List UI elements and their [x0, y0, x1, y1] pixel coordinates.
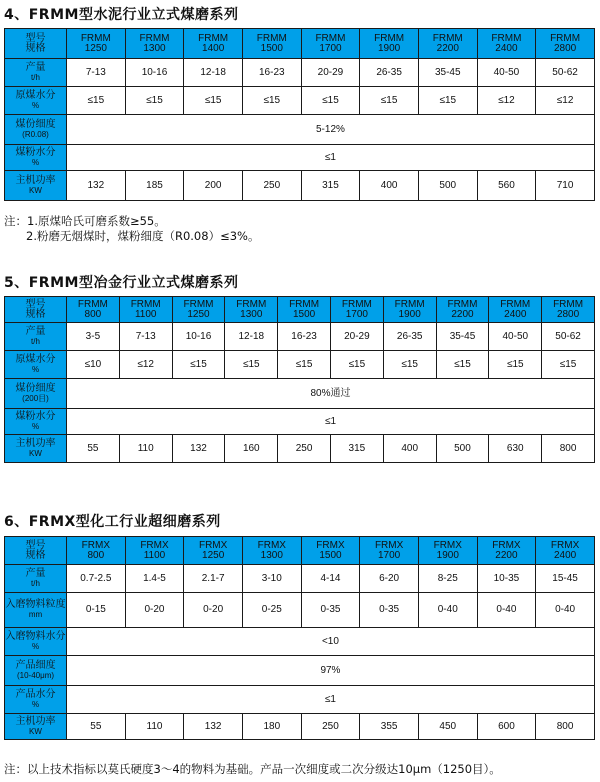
value-cell: ≤15	[225, 351, 278, 379]
model-header-cell	[301, 29, 360, 59]
row-label: 产量	[25, 325, 46, 337]
value-cell: 180	[242, 714, 301, 740]
value-cell: 35-45	[418, 59, 477, 87]
model-series: FRMM	[236, 298, 267, 310]
header-label: 型号	[25, 32, 46, 44]
value-cell: ≤15	[242, 87, 301, 115]
header-label-2: 规格	[25, 549, 46, 561]
model-series: FRMX	[374, 539, 404, 551]
row-unit: t/h	[31, 336, 40, 346]
value-cell: 7-13	[67, 59, 126, 87]
model-header-cell	[67, 537, 126, 565]
row-label: 产品水分	[15, 688, 56, 700]
table-row	[5, 714, 595, 740]
value-cell: 6-20	[360, 565, 419, 593]
model-header-cell	[536, 537, 595, 565]
row-label-cell	[5, 714, 67, 740]
model-header-cell	[330, 297, 383, 323]
row-label: 煤份细度	[15, 382, 56, 394]
model-header-cell	[67, 29, 126, 59]
row-label: 原煤水分	[15, 353, 56, 365]
model-series: FRMX	[550, 539, 580, 551]
value-cell: 55	[67, 435, 120, 463]
model-header-cell	[360, 537, 419, 565]
value-cell: 12-18	[184, 59, 243, 87]
row-label-cell	[5, 656, 67, 686]
merged-value-cell: ≤1	[67, 409, 595, 435]
model-spec: 1500	[292, 308, 316, 320]
model-series: FRMX	[81, 539, 110, 551]
model-header-cell	[125, 537, 184, 565]
value-cell: ≤15	[383, 351, 436, 379]
row-unit: (200目)	[22, 393, 49, 403]
model-header-cell	[360, 29, 419, 59]
note-1: 注：1.原煤哈氏可磨系数≥55。	[4, 214, 166, 228]
model-header-cell	[67, 297, 120, 323]
header-label: 型号	[25, 298, 46, 310]
merged-value-cell: 80%通过	[67, 379, 595, 409]
model-spec: 1300	[143, 42, 166, 54]
row-label: 煤粉水分	[15, 146, 56, 158]
metallurgy-mill-spec-table	[4, 296, 595, 463]
value-cell: ≤10	[67, 351, 120, 379]
model-series: FRMM	[553, 298, 584, 310]
model-spec: 2200	[436, 42, 459, 54]
chemical-mill-spec-table	[4, 536, 595, 740]
section6-note: 注：以上技术指标以莫氏硬度3～4的物料为基础。产品一次细度或二次分级达10μm（1250目）。	[4, 762, 501, 776]
model-series: FRMX	[140, 539, 169, 551]
model-series: FRMM	[315, 32, 346, 44]
section6-title: 6、FRMX型化工行业超细磨系列	[4, 514, 221, 530]
merged-value-cell: 5-12%	[67, 115, 595, 145]
row-label: 原煤水分	[15, 89, 56, 101]
row-label: 入磨物料粒度	[5, 599, 66, 610]
value-cell: ≤12	[477, 87, 536, 115]
row-unit: KW	[29, 726, 42, 736]
row-label: 主机功率	[15, 174, 56, 186]
model-spec: 1100	[134, 308, 157, 320]
value-cell: ≤15	[489, 351, 542, 379]
model-series: FRMM	[256, 32, 287, 44]
merged-value-cell: ≤1	[67, 686, 595, 714]
row-label-cell	[5, 686, 67, 714]
row-label-cell	[5, 379, 67, 409]
row-label-cell	[5, 145, 67, 171]
value-cell: 8-25	[418, 565, 477, 593]
value-cell: 355	[360, 714, 419, 740]
value-cell: ≤15	[278, 351, 331, 379]
model-header-cell	[125, 29, 184, 59]
model-series: FRMM	[341, 298, 372, 310]
value-cell: 400	[360, 171, 419, 201]
model-spec: 1900	[436, 549, 459, 561]
model-header-cell	[301, 537, 360, 565]
model-series: FRMM	[130, 298, 161, 310]
value-cell: 132	[184, 714, 243, 740]
value-cell: ≤15	[67, 87, 126, 115]
model-series: FRMM	[394, 298, 425, 310]
value-cell: 600	[477, 714, 536, 740]
model-series: FRMX	[198, 539, 228, 551]
row-label-cell	[5, 171, 67, 201]
row-unit: KW	[29, 448, 42, 458]
row-unit: %	[31, 421, 40, 431]
value-cell: 315	[301, 171, 360, 201]
model-spec: 1500	[260, 42, 283, 54]
table-row	[5, 171, 595, 201]
value-cell: 500	[418, 171, 477, 201]
value-cell: 0-40	[418, 593, 477, 628]
section4-notes	[4, 214, 259, 244]
header-label-cell	[5, 29, 67, 59]
model-spec: 2200	[495, 549, 518, 561]
model-series: FRMM	[447, 298, 478, 310]
value-cell: 630	[489, 435, 542, 463]
row-label-cell	[5, 59, 67, 87]
header-label-cell	[5, 297, 67, 323]
model-header-cell	[489, 297, 542, 323]
header-label-2: 规格	[25, 308, 46, 320]
value-cell: 15-45	[536, 565, 595, 593]
model-header-cell	[536, 29, 595, 59]
model-spec: 2400	[553, 549, 577, 561]
value-cell: 1.4-5	[125, 565, 184, 593]
model-header-cell	[477, 537, 536, 565]
value-cell: 0-25	[242, 593, 301, 628]
table-row	[5, 435, 595, 463]
header-label-cell	[5, 537, 67, 565]
model-header-cell	[418, 29, 477, 59]
model-header-cell	[477, 29, 536, 59]
merged-value-cell: 97%	[67, 656, 595, 686]
value-cell: ≤15	[125, 87, 184, 115]
row-label-cell	[5, 628, 67, 656]
value-cell: 185	[125, 171, 184, 201]
model-header-cell	[418, 537, 477, 565]
value-cell: 26-35	[383, 323, 436, 351]
value-cell: 7-13	[119, 323, 172, 351]
model-spec: 1250	[202, 549, 225, 561]
model-spec: 1700	[377, 549, 401, 561]
model-spec: 1900	[398, 308, 421, 320]
model-spec: 1100	[143, 549, 166, 561]
value-cell: ≤12	[536, 87, 595, 115]
value-cell: 10-16	[125, 59, 184, 87]
row-unit: (10-40μm)	[16, 670, 55, 680]
value-cell: 50-62	[536, 59, 595, 87]
model-spec: 1250	[84, 42, 107, 54]
model-series: FRMX	[257, 539, 286, 551]
row-unit: %	[31, 699, 40, 709]
value-cell: 0-40	[536, 593, 595, 628]
value-cell: ≤15	[184, 87, 243, 115]
row-label-cell	[5, 565, 67, 593]
value-cell: 2.1-7	[184, 565, 243, 593]
value-cell: 20-29	[301, 59, 360, 87]
model-spec: 1250	[187, 308, 210, 320]
value-cell: 10-16	[172, 323, 225, 351]
table-row	[5, 686, 595, 714]
value-cell: 800	[536, 714, 595, 740]
row-unit: mm	[28, 610, 43, 619]
model-spec: 1700	[345, 308, 368, 320]
table-row	[5, 323, 595, 351]
value-cell: 35-45	[436, 323, 489, 351]
value-cell: 12-18	[225, 323, 278, 351]
value-cell: 40-50	[477, 59, 536, 87]
model-header-cell	[184, 537, 243, 565]
model-spec: 1300	[240, 308, 263, 320]
model-header-cell	[225, 297, 278, 323]
model-series: FRMM	[500, 298, 531, 310]
model-spec: 1700	[319, 42, 342, 54]
model-spec: 2800	[553, 42, 577, 54]
value-cell: 110	[119, 435, 172, 463]
header-label: 型号	[25, 539, 46, 551]
table-row	[5, 115, 595, 145]
model-header-cell	[436, 297, 489, 323]
row-label: 煤粉水分	[15, 410, 56, 422]
model-series: FRMM	[198, 32, 229, 44]
value-cell: 26-35	[360, 59, 419, 87]
model-header-cell	[242, 537, 301, 565]
row-label-cell	[5, 409, 67, 435]
model-series: FRMM	[374, 32, 405, 44]
row-label: 产品细度	[15, 659, 56, 671]
value-cell: ≤15	[436, 351, 489, 379]
row-label: 煤份细度	[15, 118, 56, 130]
value-cell: 560	[477, 171, 536, 201]
value-cell: ≤15	[542, 351, 595, 379]
value-cell: 110	[125, 714, 184, 740]
value-cell: 4-14	[301, 565, 360, 593]
value-cell: 50-62	[542, 323, 595, 351]
value-cell: 0-35	[301, 593, 360, 628]
row-label-cell	[5, 351, 67, 379]
table-row	[5, 87, 595, 115]
model-series: FRMX	[316, 539, 345, 551]
header-label-2: 规格	[25, 42, 46, 54]
model-series: FRMM	[77, 298, 108, 310]
value-cell: 0-20	[184, 593, 243, 628]
table-row	[5, 593, 595, 628]
table-row	[5, 409, 595, 435]
model-series: FRMM	[289, 298, 320, 310]
row-unit: t/h	[31, 578, 40, 588]
row-unit: %	[31, 100, 40, 110]
model-series: FRMM	[550, 32, 581, 44]
model-spec: 1900	[377, 42, 401, 54]
value-cell: 0.7-2.5	[67, 565, 126, 593]
cement-mill-spec-table	[4, 28, 595, 201]
row-label-cell	[5, 115, 67, 145]
value-cell: 0-35	[360, 593, 419, 628]
model-series: FRMX	[492, 539, 521, 551]
model-header-cell	[172, 297, 225, 323]
row-label: 主机功率	[15, 715, 56, 727]
value-cell: 250	[242, 171, 301, 201]
model-series: FRMX	[433, 539, 462, 551]
value-cell: 800	[542, 435, 595, 463]
row-unit: %	[31, 364, 40, 374]
table-row	[5, 59, 595, 87]
value-cell: 40-50	[489, 323, 542, 351]
note-2: 2.粉磨无烟煤时，煤粉细度（R0.08）≤3%。	[26, 229, 260, 243]
model-spec: 800	[87, 549, 105, 561]
value-cell: ≤15	[301, 87, 360, 115]
merged-value-cell: ≤1	[67, 145, 595, 171]
value-cell: 315	[330, 435, 383, 463]
row-unit: KW	[29, 185, 42, 195]
model-spec: 800	[84, 308, 102, 320]
value-cell: 10-35	[477, 565, 536, 593]
value-cell: 500	[436, 435, 489, 463]
value-cell: 132	[67, 171, 126, 201]
model-spec: 2400	[504, 308, 527, 320]
merged-value-cell: <10	[67, 628, 595, 656]
row-label: 产量	[25, 61, 46, 73]
model-series: FRMM	[432, 32, 463, 44]
row-label-cell	[5, 87, 67, 115]
row-label: 主机功率	[15, 437, 56, 449]
value-cell: 20-29	[330, 323, 383, 351]
table-row	[5, 351, 595, 379]
value-cell: ≤12	[119, 351, 172, 379]
model-header-cell	[383, 297, 436, 323]
value-cell: 0-20	[125, 593, 184, 628]
value-cell: 132	[172, 435, 225, 463]
value-cell: 400	[383, 435, 436, 463]
table-row	[5, 565, 595, 593]
model-spec: 2200	[451, 308, 474, 320]
value-cell: ≤15	[330, 351, 383, 379]
model-header-cell	[278, 297, 331, 323]
row-label: 产量	[25, 567, 46, 579]
table-row	[5, 145, 595, 171]
model-series: FRMM	[491, 32, 522, 44]
model-series: FRMM	[139, 32, 170, 44]
row-unit: %	[31, 641, 40, 651]
value-cell: 0-15	[67, 593, 126, 628]
table-row	[5, 379, 595, 409]
section4-title: 4、FRMM型水泥行业立式煤磨系列	[4, 7, 239, 23]
model-series: FRMM	[183, 298, 214, 310]
model-spec: 2400	[495, 42, 518, 54]
value-cell: 250	[278, 435, 331, 463]
value-cell: 160	[225, 435, 278, 463]
model-spec: 1300	[260, 549, 283, 561]
model-header-cell	[119, 297, 172, 323]
section5-title: 5、FRMM型冶金行业立式煤磨系列	[4, 275, 239, 291]
row-label-cell	[5, 593, 67, 628]
model-header-cell	[184, 29, 243, 59]
table-row	[5, 628, 595, 656]
row-label: 入磨物料水分	[5, 630, 66, 642]
value-cell: ≤15	[418, 87, 477, 115]
value-cell: 200	[184, 171, 243, 201]
row-unit: %	[31, 157, 40, 167]
table-row	[5, 656, 595, 686]
model-spec: 1500	[319, 549, 342, 561]
value-cell: ≤15	[172, 351, 225, 379]
value-cell: ≤15	[360, 87, 419, 115]
model-header-cell	[542, 297, 595, 323]
value-cell: 55	[67, 714, 126, 740]
row-unit: t/h	[31, 72, 40, 82]
model-spec: 1400	[202, 42, 225, 54]
value-cell: 16-23	[242, 59, 301, 87]
row-unit: (R0.08)	[22, 129, 49, 139]
row-label-cell	[5, 435, 67, 463]
value-cell: 710	[536, 171, 595, 201]
model-spec: 2800	[556, 308, 580, 320]
value-cell: 3-5	[67, 323, 120, 351]
value-cell: 0-40	[477, 593, 536, 628]
model-header-cell	[242, 29, 301, 59]
value-cell: 250	[301, 714, 360, 740]
model-series: FRMM	[80, 32, 111, 44]
row-label-cell	[5, 323, 67, 351]
value-cell: 3-10	[242, 565, 301, 593]
value-cell: 450	[418, 714, 477, 740]
value-cell: 16-23	[278, 323, 331, 351]
